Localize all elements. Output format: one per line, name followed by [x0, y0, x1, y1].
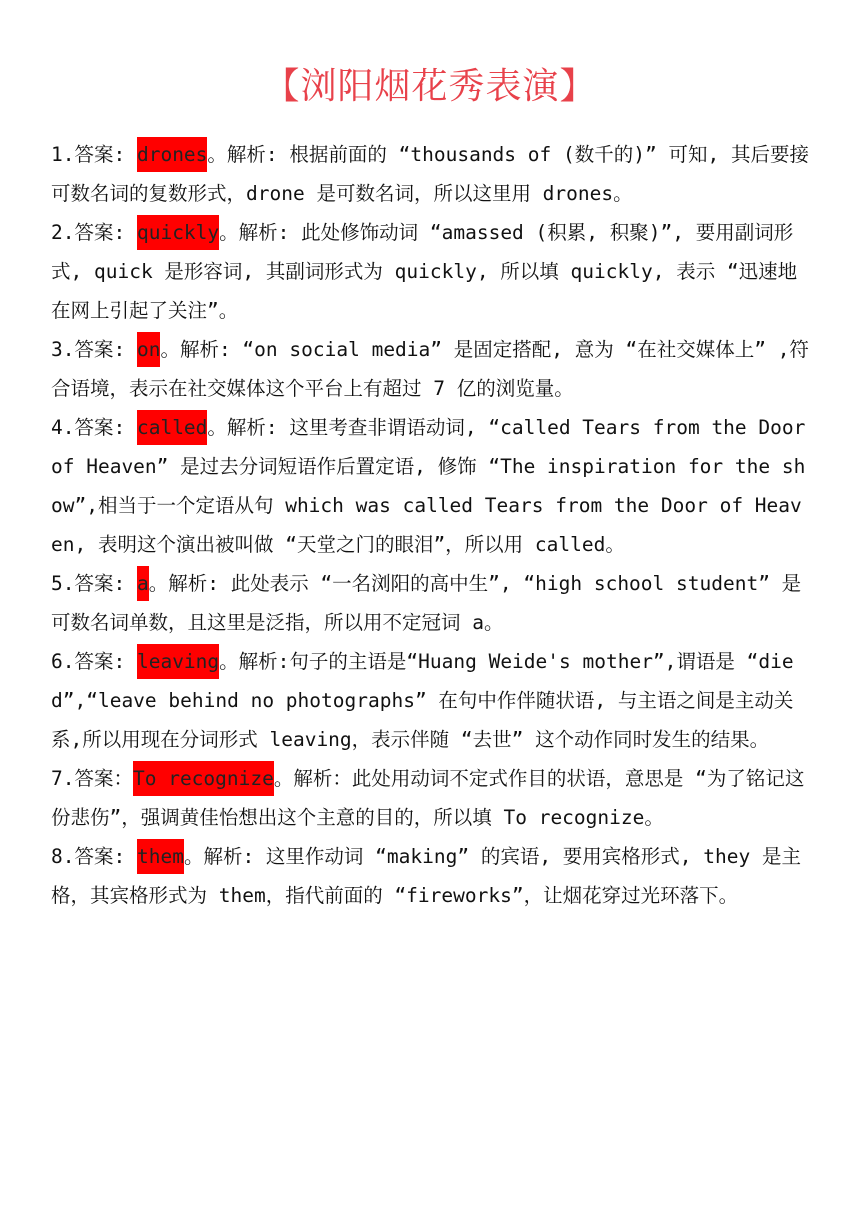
answer-highlight: a [137, 566, 149, 601]
answer-item-5 [51, 564, 813, 642]
page-title: 【浏阳烟花秀表演】 [263, 66, 597, 107]
answer-explanation: 。解析: 这里考查非谓语动词, “called Tears from the Door of Heaven” 是过去分词短语作后置定语, 修饰 “The inspiration for the show”,相当于一个定语从句 which was called Tears from the Door of Heaven, 表明这个演出被叫做 “天堂之门的眼泪”，所以用 called。 [51, 416, 806, 556]
answer-number: 7.答案： [51, 767, 133, 790]
answer-explanation: 。解析: 这里作动词 “making” 的宾语, 要用宾格形式, they 是主格，其宾格形式为 them，指代前面的 “fireworks”，让烟花穿过光环落下。 [51, 845, 801, 907]
answer-explanation: 。解析: 此处修饰动词 “amassed (积累, 积聚)”, 要用副词形式, quick 是形容词, 其副词形式为 quickly, 所以填 quickly, 表示 “迅速地在网上引起了关注”。 [51, 221, 798, 322]
answer-explanation: 。解析: 此处表示 “一名浏阳的高中生”, “high school student” 是可数名词单数，且这里是泛指，所以用不定冠词 a。 [51, 572, 802, 634]
answer-highlight: quickly [137, 215, 219, 250]
answer-number: 5.答案: [51, 572, 137, 595]
answer-highlight: drones [137, 137, 207, 172]
answer-highlight: leaving [137, 644, 219, 679]
answer-item-7 [51, 759, 813, 837]
answer-highlight: To recognize [133, 761, 274, 796]
answer-number: 8.答案: [51, 845, 137, 868]
answer-item-3 [51, 330, 813, 408]
answer-highlight: called [137, 410, 207, 445]
answer-item-2 [51, 213, 813, 330]
answer-number: 3.答案: [51, 338, 137, 361]
answer-item-6 [51, 642, 813, 759]
answer-highlight: on [137, 332, 160, 367]
answer-number: 2.答案: [51, 221, 137, 244]
answer-explanation: 。解析: 根据前面的 “thousands of (数千的)” 可知, 其后要接可数名词的复数形式，drone 是可数名词，所以这里用 drones。 [51, 143, 809, 205]
answer-item-4 [51, 408, 813, 564]
answer-item-1 [51, 135, 813, 213]
answer-item-8 [51, 837, 813, 915]
answer-number: 4.答案: [51, 416, 137, 439]
answer-number: 1.答案: [51, 143, 137, 166]
answer-highlight: them [137, 839, 184, 874]
answer-list [51, 135, 813, 915]
answer-explanation: 。解析：此处用动词不定式作目的状语，意思是 “为了铭记这份悲伤”，强调黄佳怡想出这个主意的目的，所以填 To recognize。 [51, 767, 805, 829]
answer-number: 6.答案: [51, 650, 137, 673]
answer-explanation: 。解析:句子的主语是“Huang Weide's mother”,谓语是 “died”,“leave behind no photographs” 在句中作伴随状语, 与主语之间是主动关系,所以用现在分词形式 leaving，表示伴随 “去世” 这个动作同时发生的结果。 [51, 650, 794, 751]
answer-explanation: 。解析: “on social media” 是固定搭配, 意为 “在社交媒体上” ,符合语境，表示在社交媒体这个平台上有超过 7 亿的浏览量。 [51, 338, 809, 400]
